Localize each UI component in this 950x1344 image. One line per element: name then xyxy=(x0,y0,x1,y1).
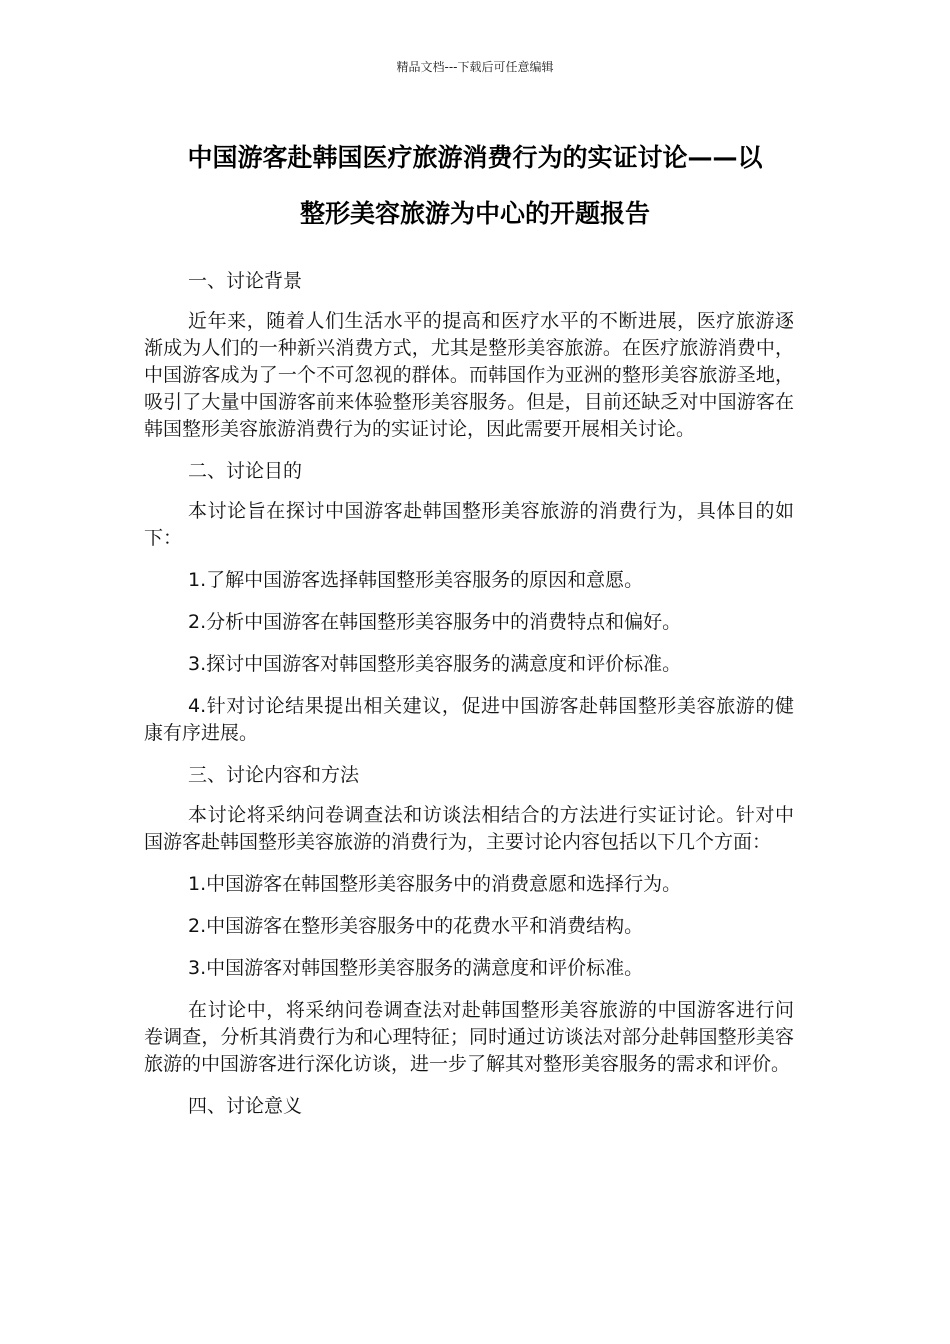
paragraph-methods-detail: 在讨论中，将采纳问卷调查法对赴韩国整形美容旅游的中国游客进行问卷调查，分析其消费行为和心理特征；同时通过访谈法对部分赴韩国整形美容旅游的中国游客进行深化访谈，进一步了解其对整形美容服务的需求和评价。 xyxy=(144,999,794,1075)
document-title-line-2: 整形美容旅游为中心的开题报告 xyxy=(299,199,650,228)
section-heading-purpose: 二、讨论目的 xyxy=(188,460,303,482)
list-item-purpose-4: 4.针对讨论结果提出相关建议，促进中国游客赴韩国整形美容旅游的健康有序进展。 xyxy=(144,695,794,744)
document-title-line-1: 中国游客赴韩国医疗旅游消费行为的实证讨论——以 xyxy=(187,143,763,172)
paragraph-background: 近年来，随着人们生活水平的提高和医疗水平的不断进展，医疗旅游逐渐成为人们的一种新兴消费方式，尤其是整形美容旅游。在医疗旅游消费中，中国游客成为了一个不可忽视的群体。而韩国作为亚洲的整形美容旅游圣地，吸引了大量中国游客前来体验整形美容服务。但是，目前还缺乏对中国游客在韩国整形美容旅游消费行为的实证讨论，因此需要开展相关讨论。 xyxy=(144,310,794,440)
list-item-purpose-2: 2.分析中国游客在韩国整形美容服务中的消费特点和偏好。 xyxy=(188,611,682,633)
list-item-purpose-3: 3.探讨中国游客对韩国整形美容服务的满意度和评价标准。 xyxy=(188,653,682,675)
header-note: 精品文档---下载后可任意编辑 xyxy=(396,60,554,74)
list-item-purpose-1: 1.了解中国游客选择韩国整形美容服务的原因和意愿。 xyxy=(188,569,644,591)
list-item-methods-3: 3.中国游客对韩国整形美容服务的满意度和评价标准。 xyxy=(188,957,644,979)
list-item-methods-1: 1.中国游客在韩国整形美容服务中的消费意愿和选择行为。 xyxy=(188,873,682,895)
document-body xyxy=(144,268,794,1133)
section-heading-methods: 三、讨论内容和方法 xyxy=(188,764,360,786)
list-item-methods-2: 2.中国游客在整形美容服务中的花费水平和消费结构。 xyxy=(188,915,644,937)
section-heading-background: 一、讨论背景 xyxy=(188,270,303,292)
paragraph-methods: 本讨论将采纳问卷调查法和访谈法相结合的方法进行实证讨论。针对中国游客赴韩国整形美容旅游的消费行为，主要讨论内容包括以下几个方面： xyxy=(144,804,794,853)
paragraph-purpose: 本讨论旨在探讨中国游客赴韩国整形美容旅游的消费行为，具体目的如下： xyxy=(144,500,794,549)
section-heading-significance: 四、讨论意义 xyxy=(188,1095,303,1117)
